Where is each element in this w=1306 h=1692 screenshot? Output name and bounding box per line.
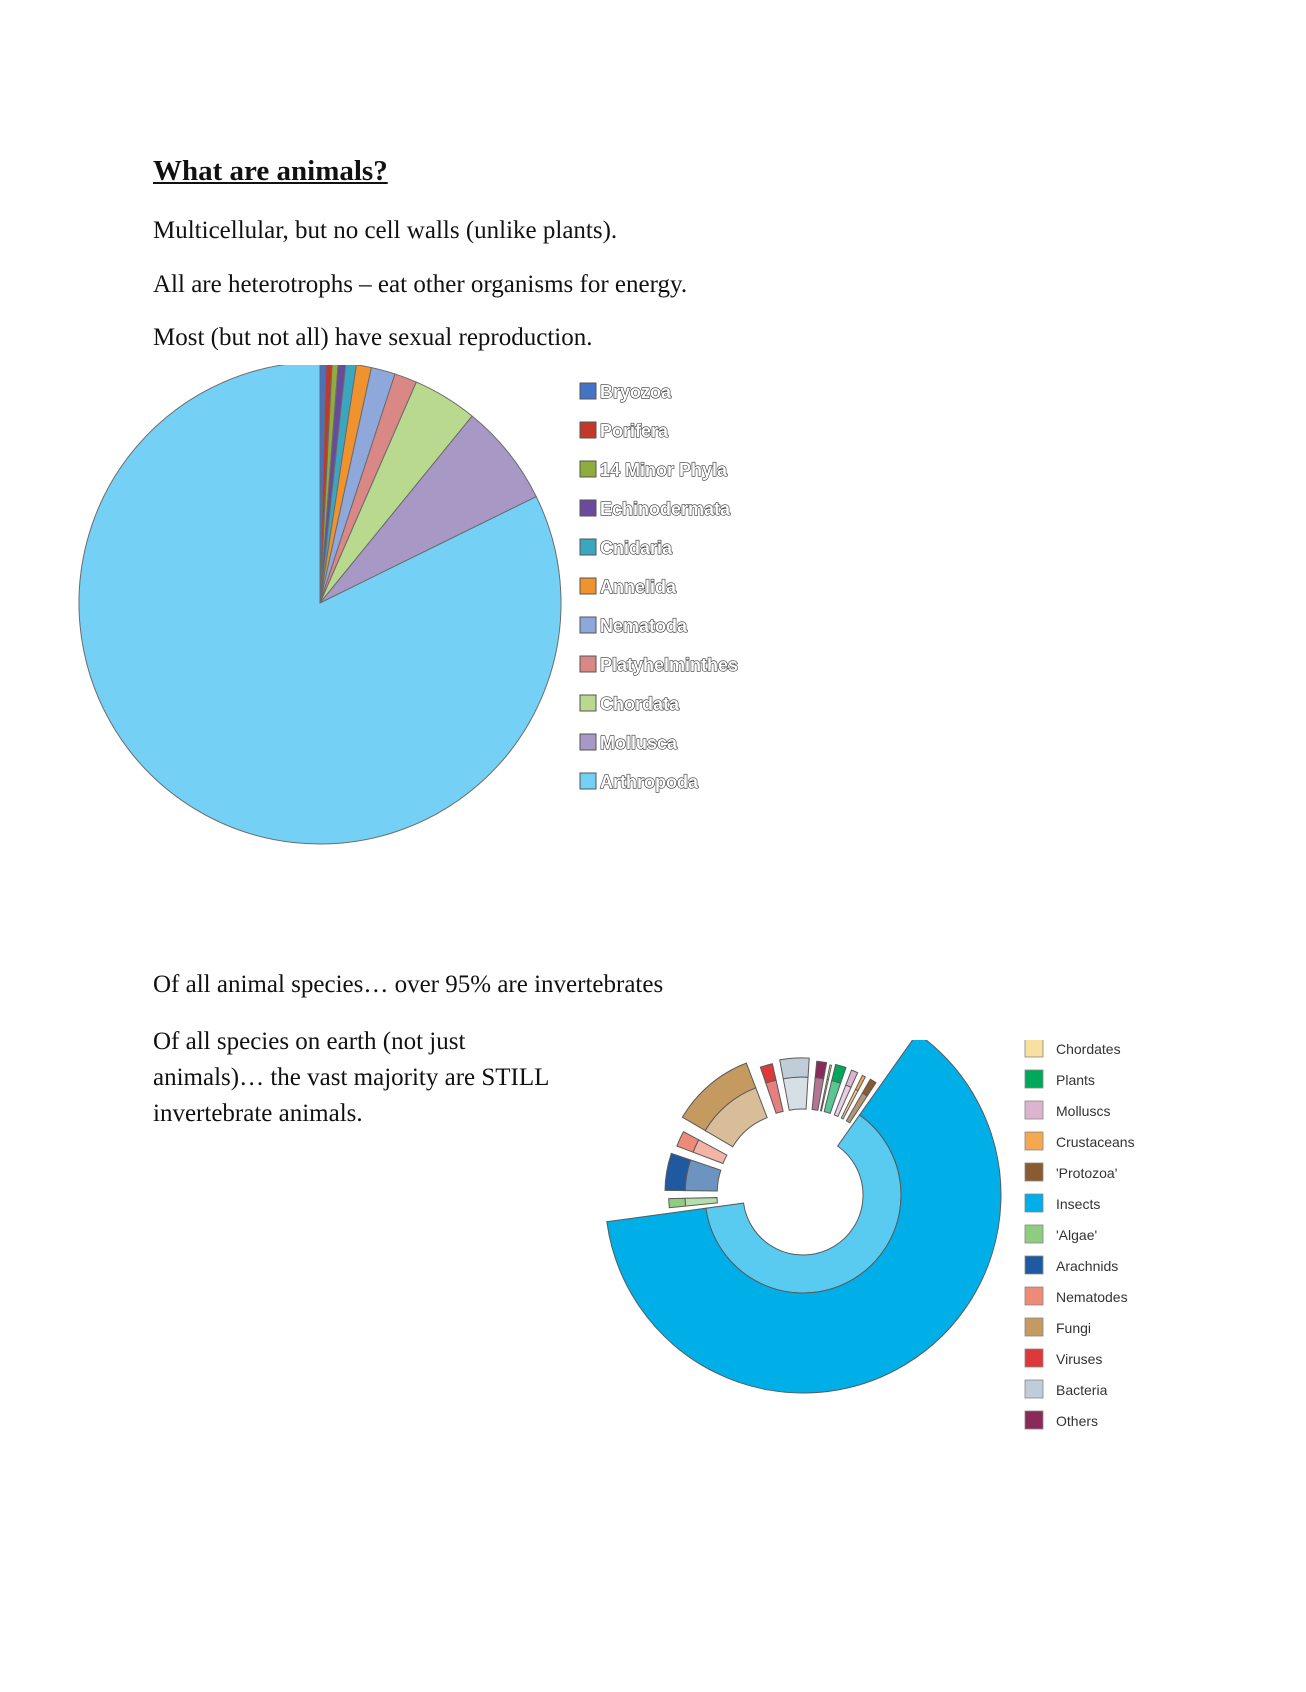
legend-swatch-viruses [1025, 1349, 1043, 1367]
legend-label-chordates: Chordates [1056, 1041, 1121, 1057]
legend-swatch-crustaceans [1025, 1132, 1043, 1150]
legend-label-nematodes: Nematodes [1056, 1289, 1128, 1305]
legend-label-arthropoda: Arthropoda [600, 772, 698, 792]
legend-label-bryozoa: Bryozoa [600, 382, 672, 402]
legend-label-crustaceans: Crustaceans [1056, 1134, 1135, 1150]
paragraph-multicellular: Multicellular, but no cell walls (unlike plants). [153, 217, 618, 244]
legend-label-fungi: Fungi [1056, 1320, 1092, 1336]
legend-label-plants: Plants [1056, 1072, 1095, 1088]
legend-label-annelida: Annelida [600, 577, 677, 597]
legend-label-14-minor-phyla: 14 Minor Phyla [600, 460, 728, 480]
legend-swatch-others [1025, 1411, 1043, 1429]
donut-slice-algae [669, 1198, 718, 1208]
legend-swatch-nematodes [1025, 1287, 1043, 1305]
legend-label-molluscs: Molluscs [1056, 1103, 1111, 1119]
donut-slice-others [812, 1061, 827, 1110]
legend-swatch-protozoa [1025, 1163, 1043, 1181]
legend-label-echinodermata: Echinodermata [600, 499, 731, 519]
legend-swatch-molluscs [1025, 1101, 1043, 1119]
paragraph-reproduction: Most (but not all) have sexual reproduction. [153, 324, 593, 351]
legend-label-bacteria: Bacteria [1056, 1382, 1108, 1398]
donut-slice-bacteria [780, 1058, 810, 1110]
legend-swatch-annelida [580, 578, 596, 594]
paragraph-invertebrates: Of all animal species… over 95% are invertebrates [153, 971, 664, 998]
legend-swatch-echinodermata [580, 500, 596, 516]
legend-swatch-algae [1025, 1225, 1043, 1243]
legend-swatch-porifera [580, 422, 596, 438]
legend-label-chordata: Chordata [600, 694, 680, 714]
legend-swatch-chordata [580, 695, 596, 711]
legend-swatch-plants [1025, 1070, 1043, 1088]
legend-swatch-bryozoa [580, 383, 596, 399]
legend-label-insects: Insects [1056, 1196, 1101, 1212]
legend-label-platyhelminthes: Platyhelminthes [600, 655, 739, 675]
legend-label-algae: 'Algae' [1056, 1227, 1098, 1243]
page-heading: What are animals? [153, 155, 388, 187]
donut-slice-fungi [682, 1063, 767, 1147]
legend-swatch-mollusca [580, 734, 596, 750]
legend-label-arachnids: Arachnids [1056, 1258, 1119, 1274]
legend-label-cnidaria: Cnidaria [600, 538, 673, 558]
all-species-donut-chart [580, 1040, 1280, 1490]
donut-slice-viruses [760, 1064, 783, 1114]
legend-swatch-cnidaria [580, 539, 596, 555]
legend-swatch-insects [1025, 1194, 1043, 1212]
legend-label-nematoda: Nematoda [600, 616, 688, 636]
legend-label-protozoa: 'Protozoa' [1056, 1165, 1118, 1181]
legend-swatch-platyhelminthes [580, 656, 596, 672]
legend-swatch-chordates [1025, 1040, 1043, 1057]
legend-swatch-bacteria [1025, 1380, 1043, 1398]
legend-swatch-arachnids [1025, 1256, 1043, 1274]
legend-label-viruses: Viruses [1056, 1351, 1103, 1367]
paragraph-all-species: Of all species on earth (not just animals)… the vast majority are STILL invertebrate animals. [153, 1028, 549, 1127]
legend-label-mollusca: Mollusca [600, 733, 678, 753]
legend-swatch-14-minor-phyla [580, 461, 596, 477]
legend-swatch-nematoda [580, 617, 596, 633]
paragraph-heterotrophs: All are heterotrophs – eat other organisms for energy. [153, 271, 688, 298]
legend-swatch-fungi [1025, 1318, 1043, 1336]
legend-label-others: Others [1056, 1413, 1099, 1429]
animal-phyla-pie-chart [70, 365, 870, 885]
legend-label-porifera: Porifera [600, 421, 669, 441]
legend-swatch-arthropoda [580, 773, 596, 789]
